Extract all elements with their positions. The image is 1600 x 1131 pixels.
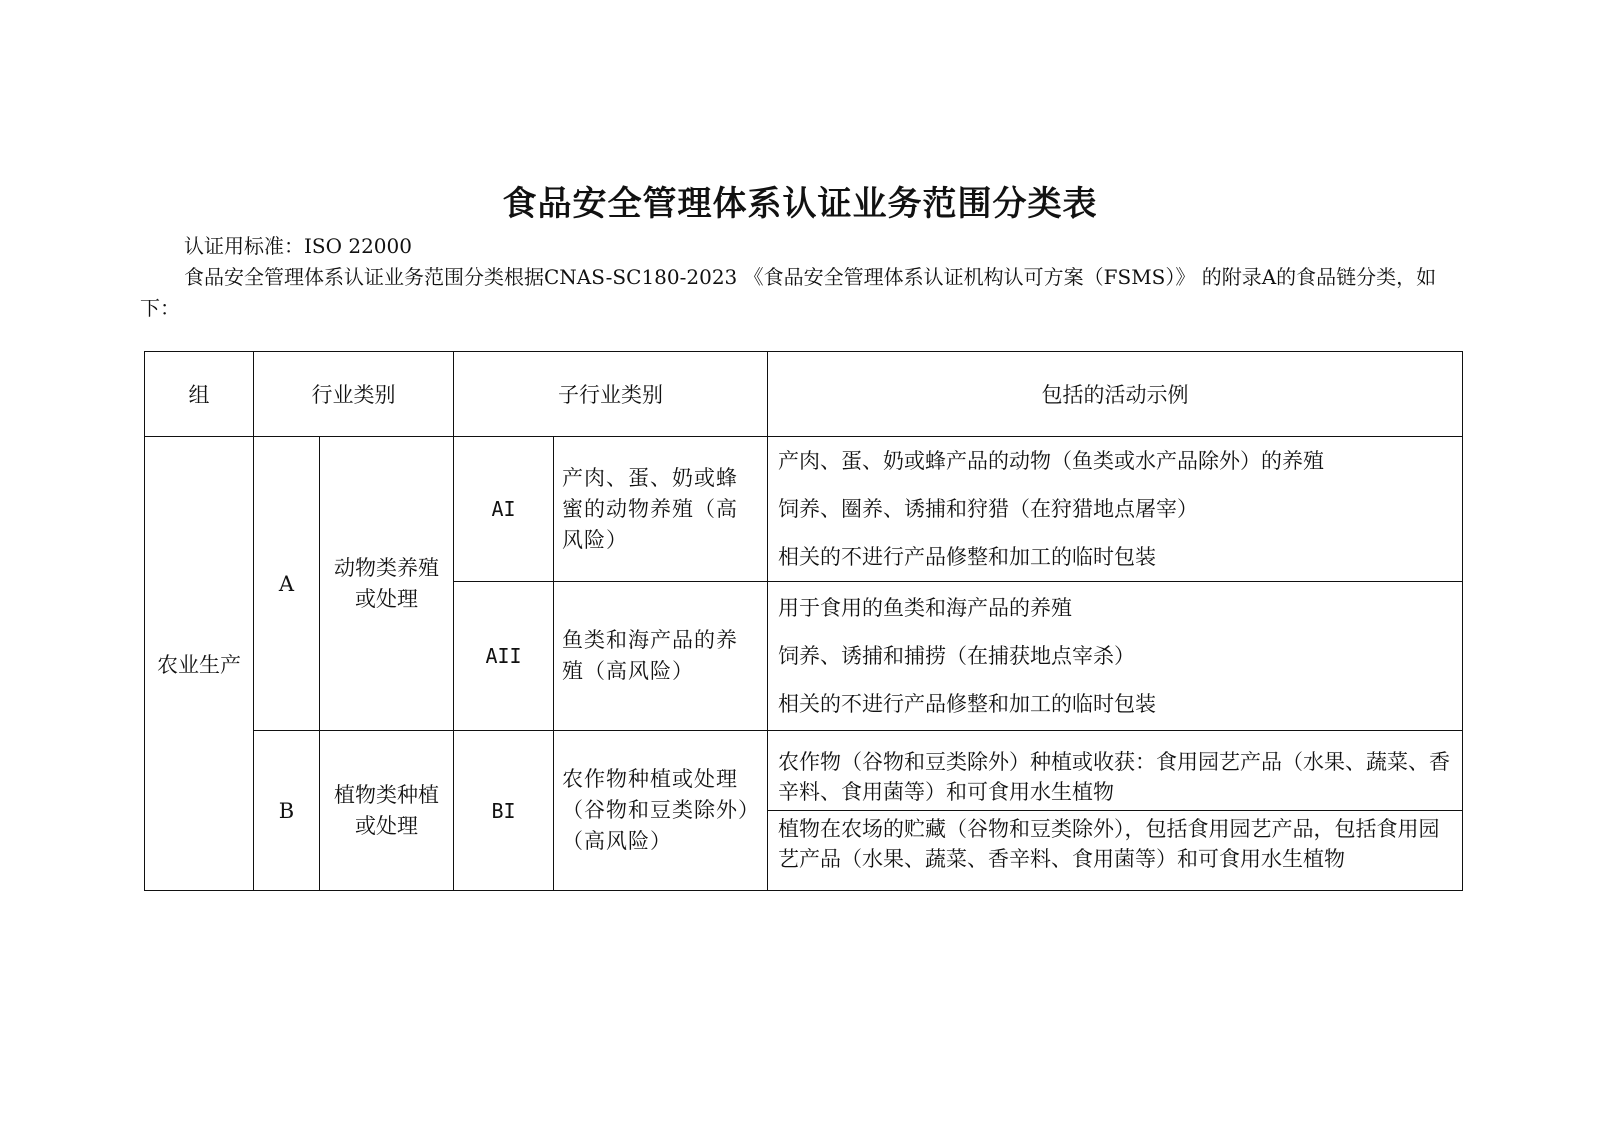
header-group: 组 bbox=[145, 352, 254, 437]
subcategory-code-AI: AI bbox=[454, 437, 554, 582]
header-category: 行业类别 bbox=[254, 352, 454, 437]
subcategory-code-AII: AII bbox=[454, 582, 554, 731]
group-cell: 农业生产 bbox=[145, 437, 254, 891]
subcategory-code-BI: BI bbox=[454, 731, 554, 891]
table-row bbox=[145, 437, 1463, 582]
category-code-B: B bbox=[254, 731, 320, 891]
example-item: 饲养、圈养、诱捕和狩猎（在狩猎地点屠宰） bbox=[778, 497, 1198, 521]
subcategory-name-BI: 农作物种植或处理（谷物和豆类除外）（高风险） bbox=[554, 731, 768, 891]
table-row bbox=[145, 731, 1463, 891]
examples-AII bbox=[768, 582, 1463, 731]
example-item: 植物在农场的贮藏（谷物和豆类除外），包括食用园艺产品，包括食用园艺产品（水果、蔬菜、香辛料、食用菌等）和可食用水生植物 bbox=[778, 817, 1440, 871]
examples-BI bbox=[768, 731, 1463, 891]
example-item: 用于食用的鱼类和海产品的养殖 bbox=[778, 596, 1072, 620]
example-item: 产肉、蛋、奶或蜂产品的动物（鱼类或水产品除外）的养殖 bbox=[778, 449, 1324, 473]
example-item: 饲养、诱捕和捕捞（在捕获地点宰杀） bbox=[778, 644, 1135, 668]
header-examples: 包括的活动示例 bbox=[768, 352, 1463, 437]
category-name-A: 动物类养殖或处理 bbox=[320, 437, 454, 731]
subcategory-name-AII: 鱼类和海产品的养殖（高风险） bbox=[554, 582, 768, 731]
scope-classification-table bbox=[144, 351, 1463, 891]
page-title: 食品安全管理体系认证业务范围分类表 bbox=[502, 184, 1098, 224]
table-header-row bbox=[145, 352, 1463, 437]
standard-line: 认证用标准：ISO 22000 bbox=[184, 234, 412, 258]
example-item: 农作物（谷物和豆类除外）种植或收获：食用园艺产品（水果、蔬菜、香辛料、食用菌等）和可食用水生植物 bbox=[768, 744, 1462, 811]
example-item: 相关的不进行产品修整和加工的临时包装 bbox=[778, 545, 1156, 569]
example-item: 相关的不进行产品修整和加工的临时包装 bbox=[778, 692, 1156, 716]
basis-paragraph: 食品安全管理体系认证业务范围分类根据CNAS-SC180-2023 《食品安全管理体系认证机构认可方案（FSMS）》 的附录A的食品链分类，如下： bbox=[140, 265, 1437, 320]
category-name-B: 植物类种植或处理 bbox=[320, 731, 454, 891]
examples-AI bbox=[768, 437, 1463, 582]
subcategory-name-AI: 产肉、蛋、奶或蜂蜜的动物养殖（高风险） bbox=[554, 437, 768, 582]
category-code-A: A bbox=[254, 437, 320, 731]
header-subcategory: 子行业类别 bbox=[454, 352, 768, 437]
